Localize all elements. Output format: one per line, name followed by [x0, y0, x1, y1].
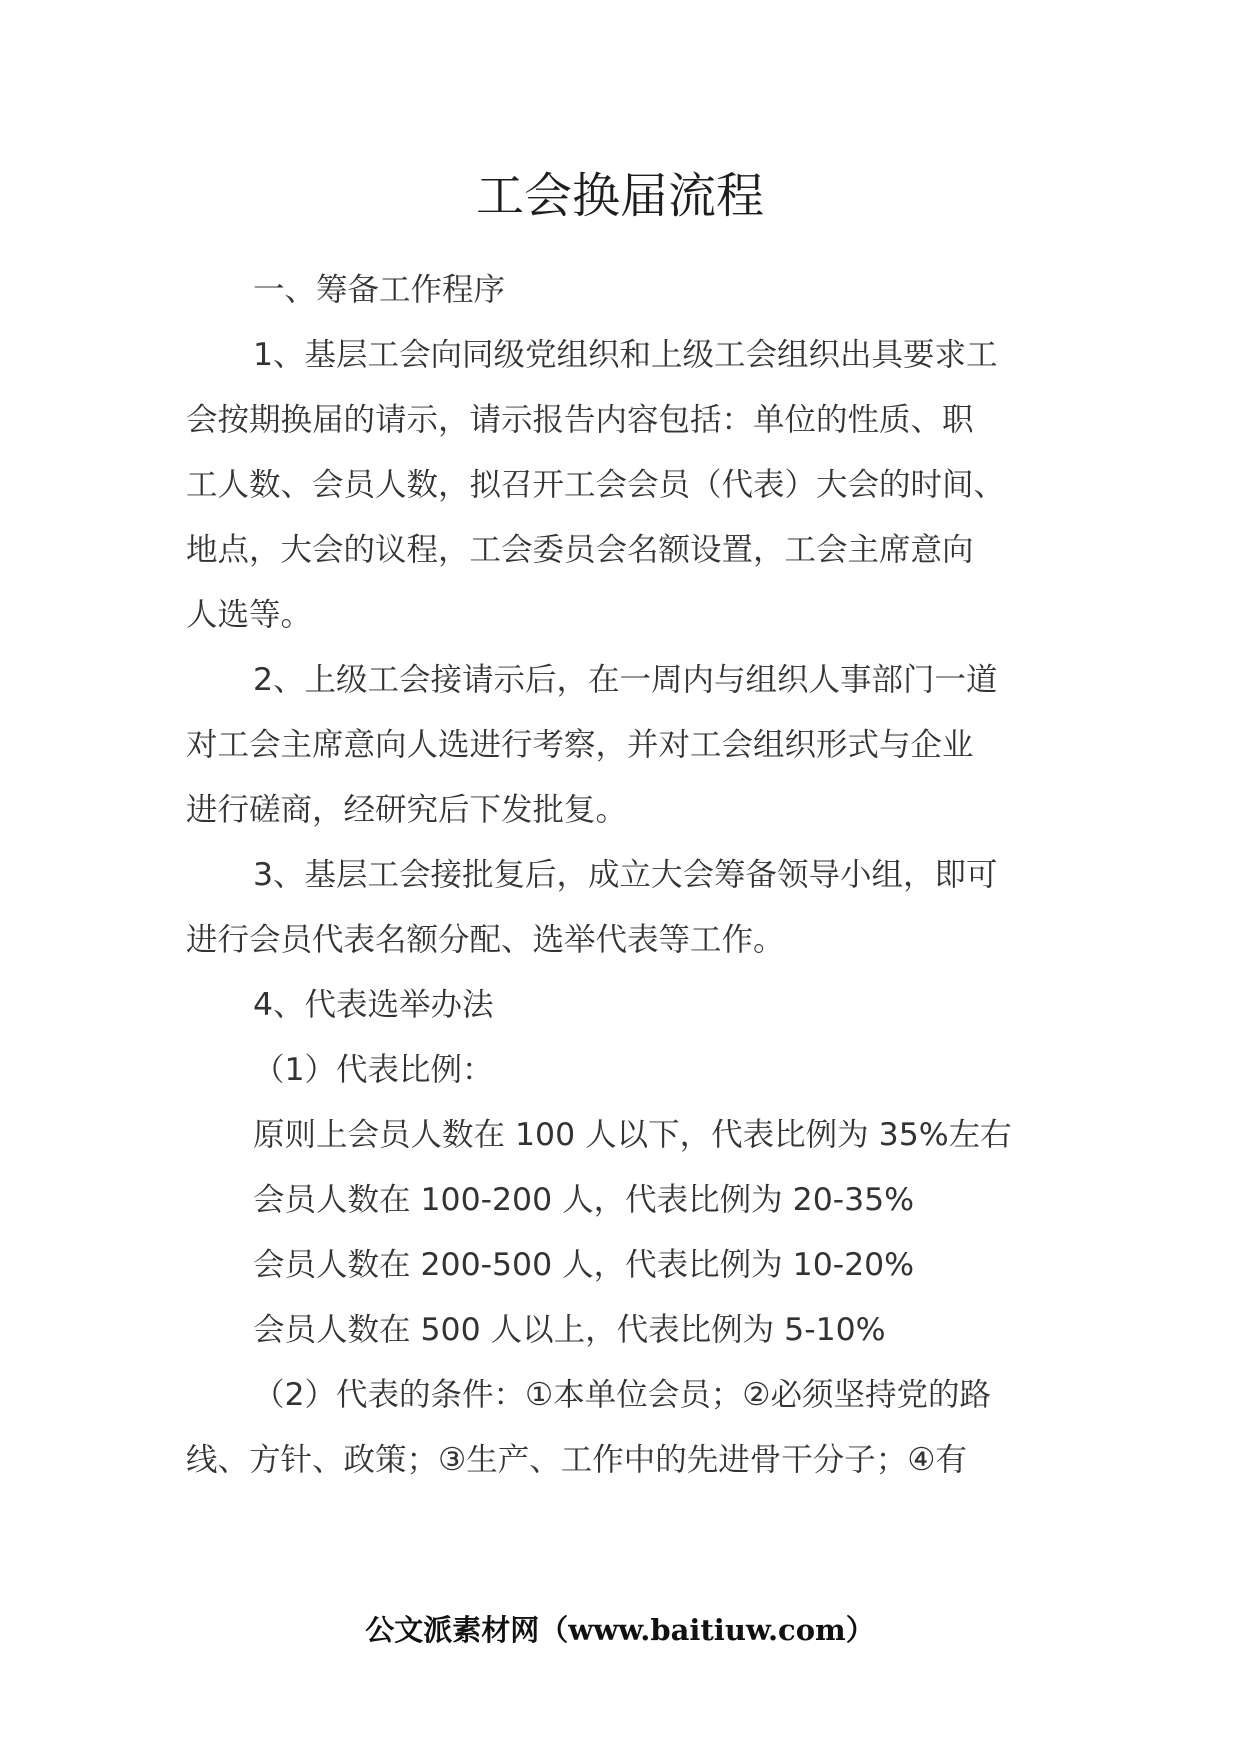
- body-line: 会员人数在 100-200 人，代表比例为 20-35%: [253, 1182, 915, 1218]
- body-line: 2、上级工会接请示后，在一周内与组织人事部门一道: [253, 662, 998, 698]
- body-line: 进行会员代表名额分配、选举代表等工作。: [186, 922, 785, 958]
- body-line: 线、方针、政策；③生产、工作中的先进骨干分子；④有: [186, 1442, 967, 1478]
- body-line: 地点，大会的议程，工会委员会名额设置，工会主席意向: [186, 532, 974, 568]
- body-line: 会员人数在 500 人以上，代表比例为 5-10%: [253, 1312, 886, 1348]
- body-line: 4、代表选举办法: [253, 987, 494, 1023]
- document-title: 工会换届流程: [475, 168, 764, 224]
- body-line: 1、基层工会向同级党组织和上级工会组织出具要求工: [253, 337, 998, 373]
- body-line: 人选等。: [186, 597, 313, 633]
- body-line: 3、基层工会接批复后，成立大会筹备领导小组，即可: [253, 857, 998, 893]
- body-line: （2）代表的条件：①本单位会员；②必须坚持党的路: [253, 1377, 992, 1413]
- body-line: 一、筹备工作程序: [253, 272, 506, 308]
- body-line: （1）代表比例：: [253, 1052, 494, 1088]
- document-body: [186, 258, 1048, 1493]
- body-line: 进行磋商，经研究后下发批复。: [186, 792, 628, 828]
- body-line: 原则上会员人数在 100 人以下，代表比例为 35%左右: [253, 1117, 1012, 1153]
- body-line: 工人数、会员人数，拟召开工会会员（代表）大会的时间、: [186, 467, 1006, 503]
- footer-watermark: 公文派素材网（www.baitiuw.com）: [365, 1613, 875, 1647]
- body-line: 会按期换届的请示，请示报告内容包括：单位的性质、职: [186, 402, 974, 438]
- body-line: 对工会主席意向人选进行考察，并对工会组织形式与企业: [186, 727, 974, 763]
- body-line: 会员人数在 200-500 人，代表比例为 10-20%: [253, 1247, 915, 1283]
